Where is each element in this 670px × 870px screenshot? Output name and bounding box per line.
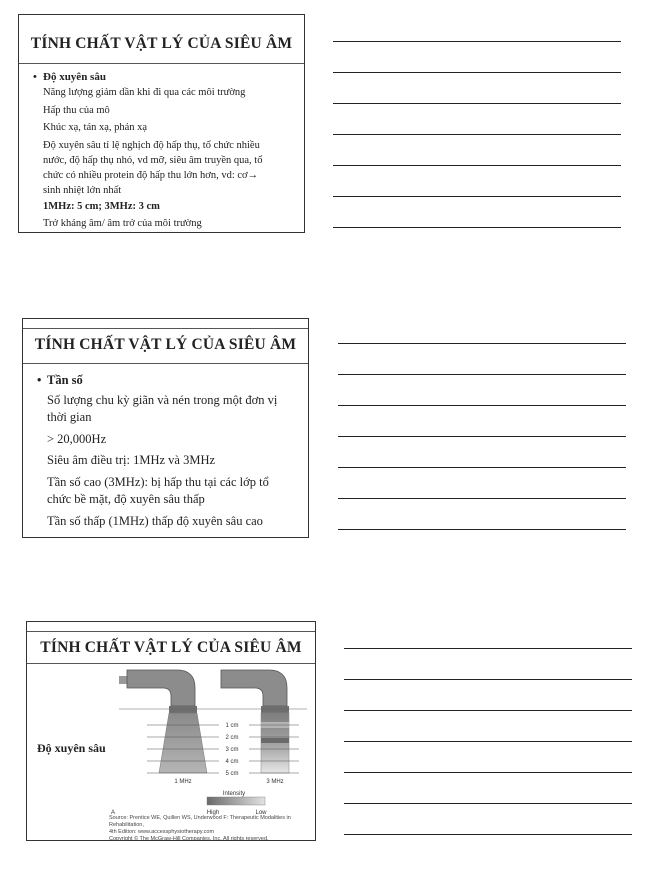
slide-2-body [37, 372, 298, 530]
figure-source [109, 815, 314, 843]
slide-1-line: Hấp thu của mô [43, 104, 110, 116]
slide-1-line: Khúc xạ, tán xạ, phản xạ [43, 122, 148, 134]
slide-2-line: Siêu âm điều trị: 1MHz và 3MHz [47, 453, 216, 467]
slide-1-line: chức có nhiều protein độ hấp thu lớn hơn, vd: cơ→ [43, 169, 259, 181]
note-line [333, 227, 621, 228]
panel-letter: A [111, 810, 116, 816]
slide-2-line: Số lượng chu kỳ giãn và nén trong một đơn vị [47, 392, 278, 407]
intensity-high-label: High [206, 810, 220, 816]
note-line [338, 529, 626, 530]
slide-3-divider [27, 631, 315, 632]
slide-1-title: TÍNH CHẤT VẬT LÝ CỦA SIÊU ÂM [30, 35, 293, 52]
note-line [344, 741, 632, 742]
slide-1-line: nước, độ hấp thụ nhỏ, vd mỡ, siêu âm truyền qua, tổ [43, 154, 263, 166]
intensity-label: Intensity [222, 791, 246, 797]
note-line [344, 679, 632, 680]
note-line [344, 772, 632, 773]
slide-1-line: Độ xuyên sâu tỉ lệ nghịch độ hấp thụ, tổ chức nhiều [43, 140, 260, 152]
intensity-low-label: Low [255, 810, 267, 816]
slide-2-divider [23, 328, 308, 329]
slide-1 [18, 14, 305, 233]
note-line [344, 648, 632, 649]
depth-label: 5 cm [225, 771, 239, 777]
note-line [344, 710, 632, 711]
note-line [338, 467, 626, 468]
bullet-dot-icon: • [37, 373, 42, 387]
transducer-1mhz-icon [119, 670, 197, 713]
note-line [333, 72, 621, 73]
note-line [338, 436, 626, 437]
slide-3-side-label: Độ xuyên sâu [37, 741, 106, 755]
penetration-depth-figure [109, 666, 309, 821]
depth-label: 3 cm [225, 747, 239, 753]
note-line [333, 41, 621, 42]
slide-1-divider [19, 63, 304, 64]
depth-label: 1 cm [225, 723, 239, 729]
slide-1-line: sinh nhiệt lớn nhất [43, 184, 122, 196]
slide-3-title: TÍNH CHẤT VẬT LÝ CỦA SIÊU ÂM [40, 639, 302, 656]
slide-1-line: Trở kháng âm/ âm trở của môi trường [43, 218, 202, 230]
depth-label: 4 cm [225, 759, 239, 765]
slide-2-line: chức bề mặt, độ xuyên sâu thấp [47, 492, 205, 506]
intensity-scale [207, 797, 265, 805]
slide-1-line: Năng lượng giảm dần khi đi qua các môi trường [43, 86, 246, 98]
source-line: Copyright © The McGraw-Hill Companies, Inc. All rights reserved. [109, 836, 269, 842]
note-line [333, 134, 621, 135]
slide-3 [26, 621, 316, 841]
slide-2-line: thời gian [47, 410, 92, 424]
slide-2-title: TÍNH CHẤT VẬT LÝ CỦA SIÊU ÂM [34, 336, 297, 353]
note-line [333, 103, 621, 104]
note-line [338, 498, 626, 499]
slide-2 [22, 318, 309, 538]
slide-2-line: > 20,000Hz [47, 431, 107, 446]
slide-1-body [33, 70, 294, 232]
slide-2-divider [23, 363, 308, 364]
note-line [344, 834, 632, 835]
slide-1-bullet [33, 70, 294, 85]
source-line: 4th Edition: www.accessphysiotherapy.com [109, 829, 215, 835]
note-line [344, 803, 632, 804]
slide-2-line: Tần số cao (3MHz): bị hấp thu tại các lớp tổ [47, 474, 269, 489]
note-line [338, 374, 626, 375]
slide-1-heading: Độ xuyên sâu [43, 71, 106, 83]
bullet-dot-icon: • [33, 71, 37, 83]
slide-2-line: Tần số thấp (1MHz) thấp độ xuyên sâu cao [47, 513, 263, 528]
slide-3-divider [27, 663, 315, 664]
beam-1mhz [159, 713, 207, 773]
depth-label: 2 cm [225, 735, 239, 741]
note-line [333, 196, 621, 197]
slide-2-heading: Tần số [47, 373, 83, 387]
note-line [333, 165, 621, 166]
transducer-3mhz-icon [221, 670, 289, 713]
slide-2-bullet [37, 372, 298, 390]
source-line: Source: Prentice WE, Quillen WS, Underwood F: Therapeutic Modalities in Rehabilitation, [109, 815, 291, 828]
freq-right-label: 3 MHz [266, 779, 284, 785]
note-line [338, 405, 626, 406]
freq-left-label: 1 MHz [174, 779, 192, 785]
note-line [338, 343, 626, 344]
slide-1-bold-line: 1MHz: 5 cm; 3MHz: 3 cm [43, 201, 160, 213]
